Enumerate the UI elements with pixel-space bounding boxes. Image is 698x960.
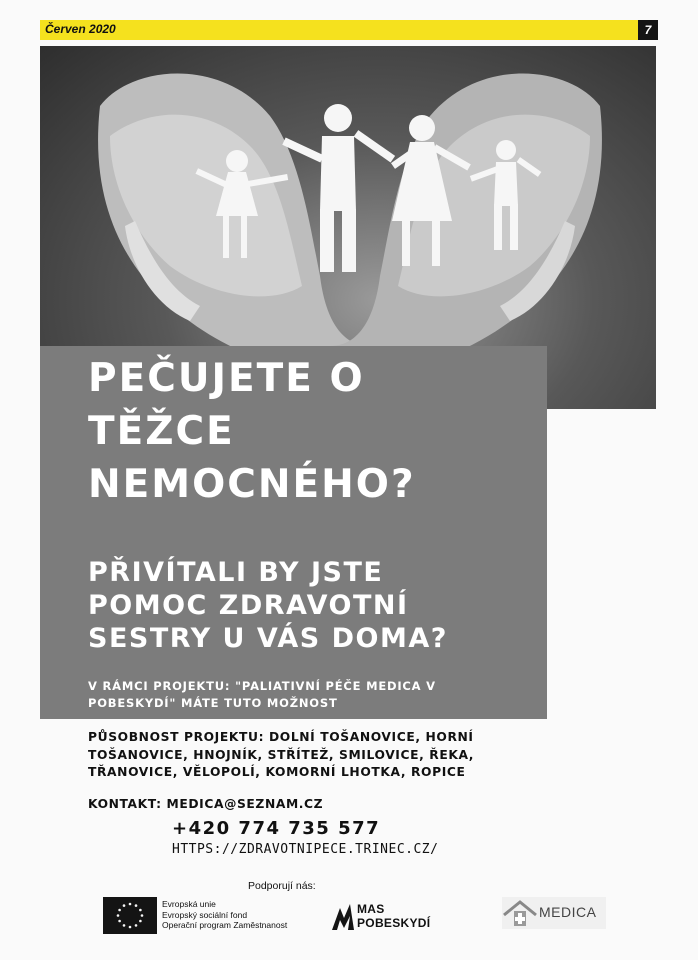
eu-flag-icon: [103, 897, 157, 934]
website-link[interactable]: HTTPS://ZDRAVOTNIPECE.TRINEC.CZ/: [172, 842, 439, 857]
mas-logo-text: [357, 902, 430, 930]
medica-house-cross-icon: [502, 897, 542, 929]
mas-text-line: MAS: [357, 902, 385, 916]
eu-text-line: Evropská unie: [162, 899, 216, 909]
issue-date: Červen 2020: [45, 22, 116, 36]
project-scope: [88, 729, 528, 782]
headline-line: NEMOCNÉHO?: [88, 462, 416, 507]
mas-text-line: POBESKYDÍ: [357, 916, 431, 930]
medica-logo-text: MEDICA: [539, 904, 597, 920]
eu-text-line: Operační program Zaměstnanost: [162, 920, 288, 930]
project-note-line: V RÁMCI PROJEKTU: "PALIATIVNÍ PÉČE MEDICA V: [88, 679, 436, 693]
supporters-label: Podporují nás:: [248, 880, 316, 892]
sub-headline: [88, 556, 528, 655]
mas-mountain-icon: [328, 900, 356, 934]
subheadline-line: POMOC ZDRAVOTNÍ: [88, 590, 409, 621]
project-note: [88, 678, 528, 712]
project-note-line: POBESKYDÍ" MÁTE TUTO MOŽNOST: [88, 696, 338, 710]
headline-line: TĚŽCE: [88, 409, 235, 454]
headline-line: PEČUJETE O: [88, 356, 365, 401]
eu-text-line: Evropský sociální fond: [162, 909, 248, 920]
main-headline: [88, 352, 528, 511]
eu-logo-text: [162, 899, 302, 931]
contact-email[interactable]: KONTAKT: MEDICA@SEZNAM.CZ: [88, 797, 324, 811]
contact-phone[interactable]: +420 774 735 577: [172, 818, 381, 839]
scope-line: PŮSOBNOST PROJEKTU: DOLNÍ TOŠANOVICE, HORNÍ: [88, 730, 474, 744]
scope-line: TŘANOVICE, VĚLOPOLÍ, KOMORNÍ LHOTKA, ROPICE: [88, 765, 466, 779]
header-bar: [40, 20, 658, 40]
page-number: 7: [638, 20, 658, 40]
subheadline-line: PŘIVÍTALI BY JSTE: [88, 557, 384, 588]
subheadline-line: SESTRY U VÁS DOMA?: [88, 623, 448, 654]
scope-line: TOŠANOVICE, HNOJNÍK, STŘÍTEŽ, SMILOVICE, ŘEKA,: [88, 747, 475, 762]
